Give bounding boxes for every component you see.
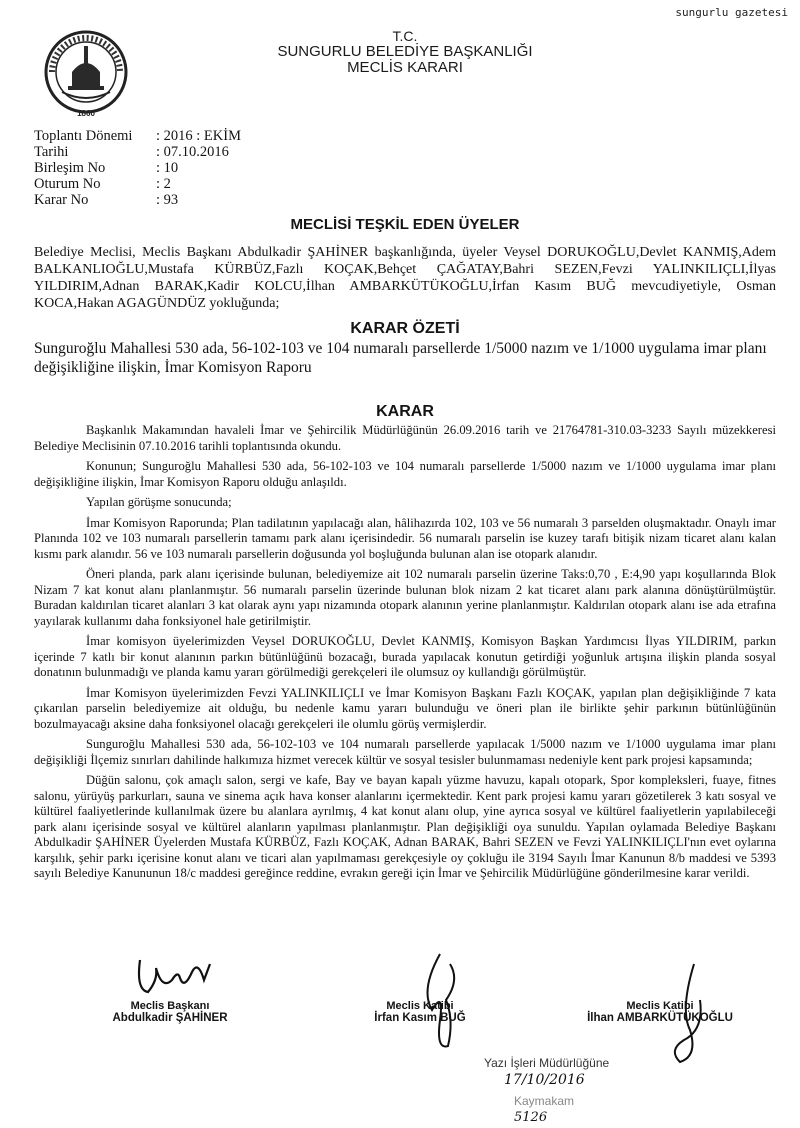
- meta-value: : 93: [156, 192, 179, 208]
- signature-name: İrfan Kasım BUĞ: [374, 1012, 466, 1024]
- header-tc: T.C.: [392, 28, 418, 44]
- site-label: sungurlu gazetesi: [675, 6, 788, 19]
- signature-block-president: [90, 1000, 250, 1024]
- decision-paragraph: Öneri planda, park alanı içerisinde bulunan, belediyemize ait 102 numaralı parselin üzerine Taks:0,70 , E:4,90 yapı koşullarında Blok Nizam 7 kat konut alanı planlanmıştır. 56 numaralı parselin üzerinde bulunan blok nizam 2 kat ticaret alanı park alanına dönüştürülmüştür. Buradan kaldırılan ticaret alanları 3 kat olarak aynı yapı nizamında otopark alanının yerine planlanmıştır. Kaldırılan otopark alanı ise ada etrafına yayılarak kullanımı daha fonksiyonel hale getirilmiştir.: [34, 567, 776, 628]
- seal-year: 1860: [77, 109, 95, 118]
- members-heading: MECLİSİ TEŞKİL EDEN ÜYELER: [290, 216, 520, 233]
- header-institution: SUNGURLU BELEDİYE BAŞKANLIĞI: [277, 43, 533, 60]
- meta-row: [34, 160, 241, 176]
- registry-stamp-number: 5126: [514, 1110, 548, 1125]
- members-text: Belediye Meclisi, Meclis Başkanı Abdulkadir ŞAHİNER başkanlığında, üyeler Veysel DORUKOĞLU,Devlet KANMIŞ,Adem BALKANLIOĞLU,Mustafa KÜRBÜZ,Fazlı KOÇAK,Behçet ÇAĞATAY,Bahri SEZEN,Fevzi YALINKILIÇLI,İlyas YILDIRIM,Adnan BARAK,Kadir KOLCU,İlhan AMBARKÜTÜKOĞLU,İrfan Kasım BUĞ mevcudiyetiyle, Osman KOCA,Hakan AGAGÜNDÜZ yokluğunda;: [34, 245, 776, 311]
- meta-value: : 2: [156, 176, 171, 192]
- signature-title: Meclis Katibi: [626, 1000, 694, 1012]
- signature-mark-president: [118, 950, 228, 1000]
- signature-title: Meclis Katibi: [386, 1000, 454, 1012]
- header-doc-type: MECLİS KARARI: [347, 59, 463, 76]
- registry-stamp-title: Yazı İşleri Müdürlüğüne: [484, 1056, 610, 1070]
- meta-value: : 10: [156, 160, 179, 176]
- summary-heading: KARAR ÖZETİ: [350, 320, 460, 337]
- signature-block-clerk-1: [345, 1000, 495, 1024]
- decision-paragraph: Sunguroğlu Mahallesi 530 ada, 56-102-103 ve 104 numaralı parsellerde yapılacak 1/5000 nazım ve 1/1000 uygulama imar planı değişikliği İlçemiz sınırları dahilinde halkımıza hizmet verecek kültür ve sosyal tesisler bulunmaması nedeniyle kent park projesi kapsamında;: [34, 737, 776, 767]
- meta-value: : 07.10.2016: [156, 144, 229, 160]
- signature-block-clerk-2: [560, 1000, 760, 1024]
- decision-paragraph: İmar Komisyon üyelerimizden Fevzi YALINKILIÇLI ve İmar Komisyon Başkanı Fazlı KOÇAK, yapılan plan değişikliğinde 7 kata çıkarılan parselin belediyemize ait olduğu, bu nedenle kamu yararı bulunduğu ve öneri plan ile birlikte şehir parkının bütünlüğünün bozulmayacağı aksine daha fonksiyonel olacağı gerekçeleri ile olumlu görüş vermişlerdir.: [34, 685, 776, 731]
- summary-text: Sunguroğlu Mahallesi 530 ada, 56-102-103 ve 104 numaralı parsellerde 1/5000 nazım ve 1/1000 uygulama imar planı değişikliğine ilişkin, İmar Komisyon Raporu: [34, 340, 767, 376]
- decision-paragraph: İmar komisyon üyelerimizden Veysel DORUKOĞLU, Devlet KANMIŞ, Komisyon Başkan Yardımcısı İlyas YILDIRIM, parkın içerinde 7 katlı bir konut alanının parkın bütünlüğünü bozacağı, burada yapılacak konutun getirdiği yoğunluk artışına ilişkin planda sosyal donatının bulunmadığı ve planda kamu yararı görülmediği gerekçeleri ile olumsuz oy kullandığı görülmüştür.: [34, 634, 776, 679]
- decision-body: [34, 423, 776, 887]
- decision-paragraph: Yapılan görüşme sonucunda;: [86, 495, 232, 509]
- meta-label: Toplantı Dönemi: [34, 128, 133, 144]
- meeting-info: [34, 128, 241, 208]
- meta-row: [34, 144, 241, 160]
- decision-paragraph: Başkanlık Makamından havaleli İmar ve Şehircilik Müdürlüğünün 26.09.2016 tarih ve 21764781-310.03-3233 Sayılı müzekkeresi Belediye Meclisinin 07.10.2016 tarihli toplantısında okundu.: [34, 423, 776, 453]
- municipality-seal-logo: [42, 26, 130, 120]
- meta-value: : 2016 : EKİM: [156, 128, 241, 144]
- meta-label: Oturum No: [34, 176, 101, 192]
- meta-label: Karar No: [34, 192, 89, 208]
- meta-label: Tarihi: [34, 144, 69, 160]
- signature-name: Abdulkadir ŞAHİNER: [112, 1012, 228, 1024]
- registry-stamp-office: Kaymakam: [514, 1094, 575, 1108]
- meta-label: Birleşim No: [34, 160, 106, 176]
- meta-row: [34, 192, 241, 208]
- signature-title: Meclis Başkanı: [130, 1000, 210, 1012]
- decision-paragraph: Konunun; Sunguroğlu Mahallesi 530 ada, 56-102-103 ve 104 numaralı parsellerde 1/5000 nazım ve 1/1000 uygulama imar planı değişikliğine ilişkin, İmar Komisyon Raporu olduğu anlaşıldı.: [34, 459, 776, 489]
- signature-name: İlhan AMBARKÜTÜKOĞLU: [587, 1012, 733, 1024]
- registry-stamp-date: 17/10/2016: [504, 1072, 585, 1088]
- meta-row: [34, 176, 241, 192]
- meta-row: [34, 128, 241, 144]
- decision-paragraph: Düğün salonu, çok amaçlı salon, sergi ve kafe, Bay ve bayan kapalı yüzme havuzu, kapalı otopark, Spor kompleksleri, fuaye, fitnes salonu, yürüyüş parkurları, sauna ve sinema açık hava konser alanlarını içermektedir. Kent park projesi kamu yararı gözetilerek 3 katı sosyal ve kültürel faaliyetlerinde kullanılmak üzere bu alanlara ayrılmış, 4 kat konut alanı olup, yine ayrıca sosyal ve kültürel faaliyetlerin yapılabileceği park alanı içerisinde sosyal ve kültürel alanların yapılması planlanmıştır. Plan değişikliği oya sunuldu. Yapılan oylamada Belediye Başkanı Abdulkadir ŞAHİNER Üyelerden Mustafa KÜRBÜZ, Fazlı KOÇAK, Adnan BARAK, Bahri SEZEN ve Fevzi YALINKILIÇLI'nın evet oylarına karşılık, şehir parkı içerisine konut alanı ve ticari alan yapılmaması gerekçesiyle oy çokluğu ile 3194 Sayılı İmar Kanunun 8/b maddesi ve 5393 sayılı Belediye Kanununun 18/c maddesi gereğince reddine, evrakın gereği için İmar ve Şehircilik Müdürlüğüne gönderilmesine karar verildi.: [34, 773, 776, 880]
- decision-paragraph: İmar Komisyon Raporunda; Plan tadilatının yapılacağı alan, hâlihazırda 102, 103 ve 56 numaralı 3 parselden oluşmaktadır. Onaylı imar Planında 102 ve 103 numaralı parsellerin tamamı park alanı içerisindedir. 56 numaralı parselin ise kuzey tarafı bitişik nizam ticaret alanı kalan kısmı park alanıdır. 56 ve 103 numaralı parsellerin doğusunda yol boşluğunda bulunan alan ise otopark alanıdır.: [34, 515, 776, 561]
- decision-heading: KARAR: [376, 403, 434, 420]
